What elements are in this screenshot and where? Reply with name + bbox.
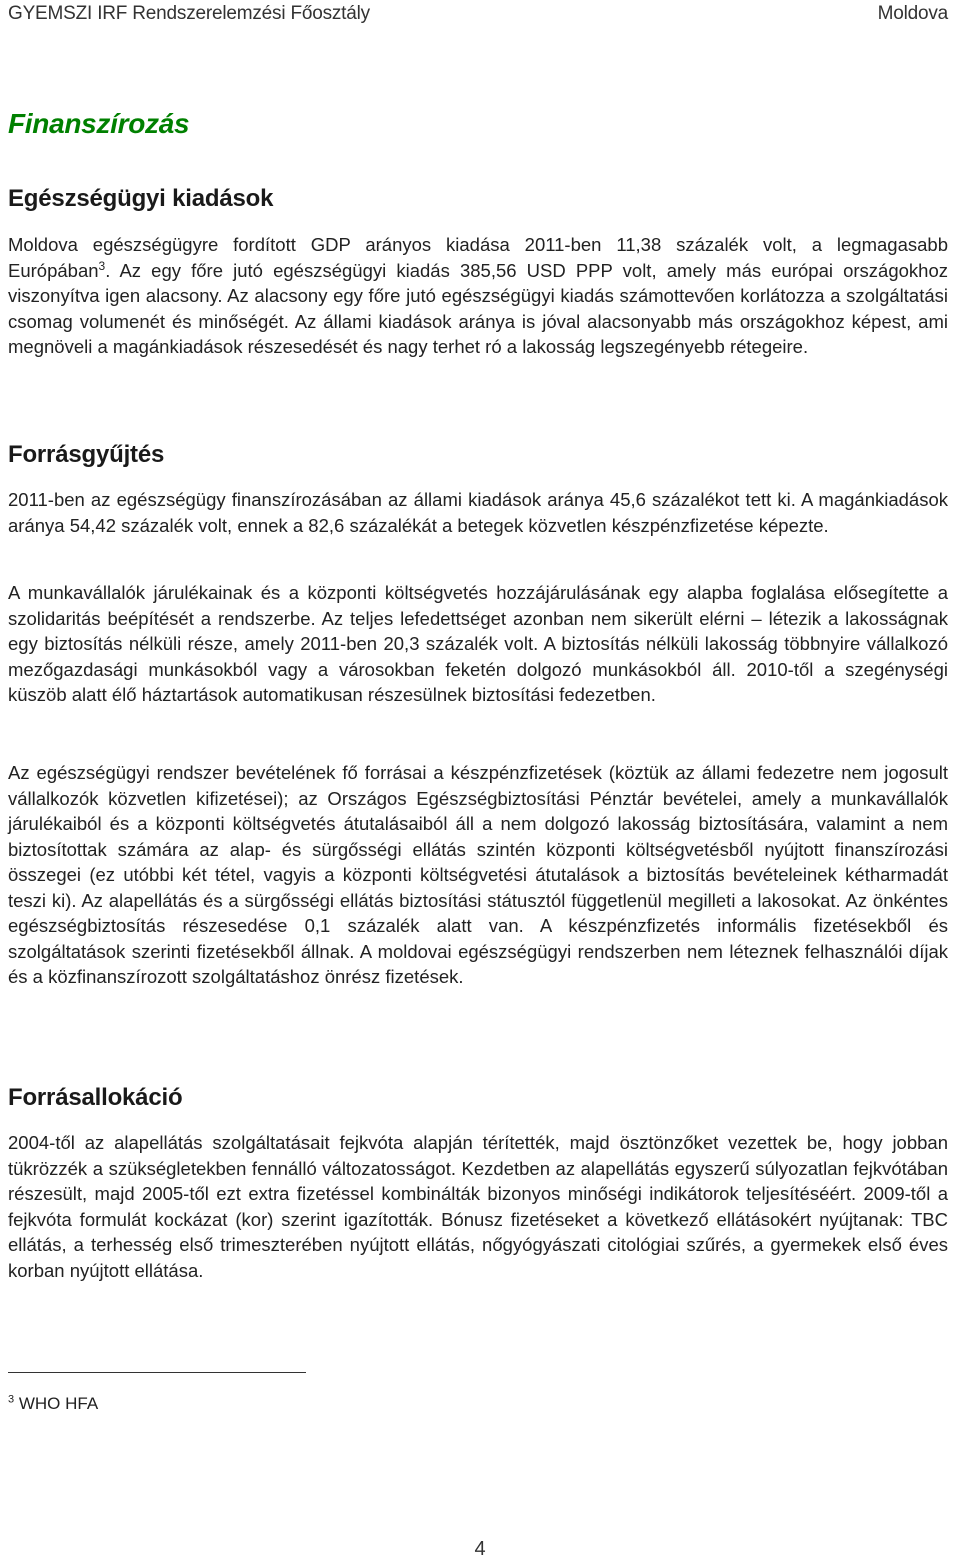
paragraph-allocation: 2004-től az alapellátás szolgáltatásait fejkvóta alapján térítették, majd ösztönzőket vezettek be, hogy jobban tükrözzék a szükségletekben fennálló változatosságot. Kezdetben az alapellátás egyszerű súlyozatlan fejkvótában részesült, majd 2005-től ezt extra fizetéssel kombinálták bizonyos minőségi indikátorok teljesítéséért. 2009-től a fejkvóta formulát kockázat (kor) szerint igazították. Bónusz fizetéseket a következő ellátásokért nyújtanak: TBC ellátás, a terhesség első trimeszterében nyújtott ellátás, nőgyógyászati citológiai szűrés, a gyermekek első éves korban nyújtott ellátása. xyxy=(8,1132,948,1281)
footnote-number: 3 xyxy=(8,1393,15,1406)
footnote-separator xyxy=(8,1372,306,1373)
section-title: Finanszírozás xyxy=(8,108,190,139)
heading-collection: Forrásgyűjtés xyxy=(8,441,165,468)
running-header xyxy=(8,0,948,28)
paragraph-collection-2: A munkavállalók járulékainak és a központi költségvetés hozzájárulásának egy alapba foglalása elősegítette a szolidaritás beépítését a rendszerbe. Az teljes lefedettséget azonban nem sikerült elérni – létezik a lakosságnak egy biztosítás nélküli része, amely 2011-ben 20,3 százalék volt. A biztosítás nélküli lakosság többnyire vállalkozó mezőgazdasági munkásokból vagy a városokban feketén dolgozó munkásokból áll. 2010-től a szegénységi küszöb alatt élő háztartások automatikusan részesülnek biztosítási fedezetben. xyxy=(8,582,948,705)
heading-expenditure: Egészségügyi kiadások xyxy=(8,185,274,212)
header-organization: GYEMSZI IRF Rendszerelemzési Főosztály xyxy=(8,3,370,24)
expenditure-text-part1: Moldova egészségügyre fordított GDP arányos kiadása 2011-ben 11,38 százalék volt, a legmagasabb Európában xyxy=(8,234,948,281)
heading-allocation: Forrásallokáció xyxy=(8,1084,183,1111)
paragraph-expenditure xyxy=(8,232,948,360)
footnote-reference[interactable]: 3 xyxy=(98,258,106,273)
expenditure-text-part2: . Az egy főre jutó egészségügyi kiadás 385,56 USD PPP volt, amely más európai országokhoz viszonyítva igen alacsony. Az alacsony egy főre jutó egészségügyi kiadás számottevően korlátozza a szolgáltatási csomag volumenét és minőségét. Az állami kiadások aránya is jóval alacsonyabb más országokhoz képest, ami megnöveli a magánkiadások részesedését és nagy terhet ró a lakosság legszegényebb rétegeire. xyxy=(8,259,948,357)
header-country: Moldova xyxy=(877,3,948,24)
paragraph-collection-3: Az egészségügyi rendszer bevételének fő forrásai a készpénzfizetések (köztük az állami fedezetre nem jogosult vállalkozók közvetlen kifizetései); az Országos Egészségbiztosítási Pénztár bevételei, amely a munkavállalók járulékaiból és a központi költségvetés átutalásaiból áll a nem dolgozó lakosság biztosítására, valamint a nem biztosítottak számára az alap- és sürgősségi ellátás szintén központi költségvetésből nyújtott finanszírozási összegei (ez utóbbi két tétel, vagyis a központi költségvetési átutalások a biztosítás bevételeinek kétharmadát teszi ki). Az alapellátás és a sürgősségi ellátás biztosítási státusztól függetlenül megilleti a lakosokat. Az önkéntes egészségbiztosítás részesedése 0,1 százalék alatt van. A készpénzfizetés informális fizetésekből és szolgáltatások szerinti fizetésekből állnak. A moldovai egészségügyi rendszerben nem léteznek felhasználói díjak és a közfinanszírozott szolgáltatáshoz önrész fizetések. xyxy=(8,762,948,987)
footnote xyxy=(8,1394,98,1414)
page-number: 4 xyxy=(474,1538,486,1560)
footnote-text: WHO HFA xyxy=(14,1394,99,1413)
paragraph-collection-1: 2011-ben az egészségügy finanszírozásában az állami kiadások aránya 45,6 százalékot tett ki. A magánkiadások aránya 54,42 százalék volt, ennek a 82,6 százalékát a betegek közvetlen készpénzfizetése képezte. xyxy=(8,489,948,536)
